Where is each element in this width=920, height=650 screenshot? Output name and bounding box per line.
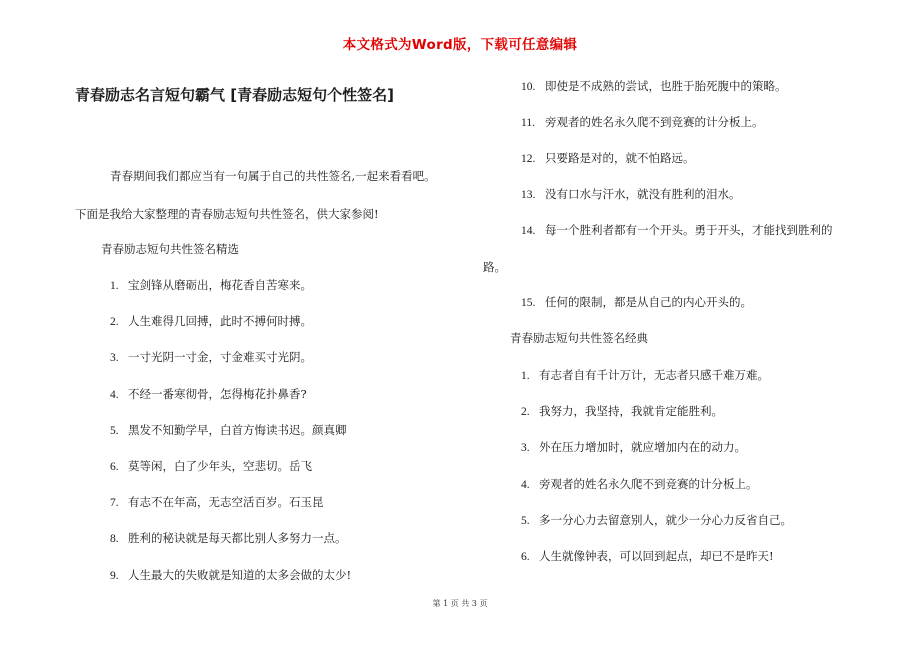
format-banner: 本文格式为Word版，下载可任意编辑 [342,37,578,53]
list-item [521,439,746,455]
list-item [110,567,351,583]
section1-heading: 青春励志短句共性签名精选 [101,242,239,256]
list-item [110,494,324,510]
list-item [521,294,752,310]
item-continuation: 路。 [483,260,506,274]
item-text: 外在压力增加时，就应增加内在的动力。 [539,440,746,454]
list-item [521,150,695,166]
list-item [521,114,764,130]
item-text: 即使是不成熟的尝试，也胜于胎死腹中的策略。 [545,79,787,93]
list-item [521,367,769,383]
item-text: 只要路是对的，就不怕路远。 [545,151,695,165]
item-number: 4. [521,479,530,491]
item-text: 旁观者的姓名永久爬不到竞赛的计分板上。 [539,477,758,491]
page-footer: 第 1 页 共 3 页 [432,599,488,608]
item-text: 没有口水与汗水，就没有胜利的泪水。 [545,187,741,201]
item-number: 5. [521,515,530,527]
item-text: 胜利的秘诀就是每天都比别人多努力一点。 [128,531,347,545]
list-item [110,530,347,546]
item-number: 3. [521,442,530,454]
list-item [110,386,307,402]
item-number: 3. [110,352,119,364]
item-text: 有志不在年高，无志空活百岁。石玉昆 [128,495,324,509]
item-number: 7. [110,497,119,509]
intro-line-1: 青春期间我们都应当有一句属于自己的共性签名,一起来看看吧。 [110,169,436,183]
item-text: 多一分心力去留意别人，就少一分心力反省自己。 [539,513,792,527]
item-number: 6. [521,551,530,563]
page-title: 青春励志名言短句霸气 [青春励志短句个性签名] [75,86,394,104]
item-text: 旁观者的姓名永久爬不到竞赛的计分板上。 [545,115,764,129]
item-number: 11. [521,117,535,129]
item-text: 莫等闲，白了少年头，空悲切。岳飞 [128,459,312,473]
item-number: 12. [521,153,536,165]
list-item [110,277,312,293]
item-text: 每一个胜利者都有一个开头。勇于开头，才能找到胜利的 [545,223,833,237]
item-text: 任何的限制，都是从自己的内心开头的。 [545,295,752,309]
list-item [521,512,792,528]
item-number: 8. [110,533,119,545]
list-item [521,222,833,238]
item-number: 4. [110,389,119,401]
list-item [521,186,741,202]
item-number: 6. [110,461,119,473]
item-text: 人生就像钟表，可以回到起点，却已不是昨天! [539,549,774,563]
item-number: 13. [521,189,536,201]
list-item [521,548,774,564]
list-item [521,403,723,419]
list-item [110,458,312,474]
item-text: 有志者自有千计万计，无志者只感千难万难。 [539,368,769,382]
item-number: 2. [521,406,530,418]
item-number: 2. [110,316,119,328]
item-text: 人生难得几回搏，此时不搏何时搏。 [128,314,312,328]
item-number: 15. [521,297,536,309]
section2-heading: 青春励志短句共性签名经典 [510,331,648,345]
item-text: 不经一番寒彻骨，怎得梅花扑鼻香? [128,387,307,401]
item-text: 人生最大的失败就是知道的太多会做的太少! [128,568,352,582]
list-item [521,78,787,94]
list-item [110,313,312,329]
item-number: 5. [110,425,119,437]
item-text: 黑发不知勤学早，白首方悔读书迟。颜真卿 [128,423,347,437]
list-item [110,349,312,365]
item-text: 宝剑锋从磨砺出，梅花香自苦寒来。 [128,278,312,292]
list-item [521,476,758,492]
list-item [110,422,347,438]
intro-line-2: 下面是我给大家整理的青春励志短句共性签名，供大家参阅! [75,207,379,221]
item-number: 10. [521,81,536,93]
item-number: 1. [110,280,119,292]
item-text: 一寸光阴一寸金，寸金难买寸光阴。 [128,350,312,364]
item-number: 14. [521,225,536,237]
item-text: 我努力，我坚持，我就肯定能胜利。 [539,404,723,418]
item-number: 9. [110,570,119,582]
item-number: 1. [521,370,530,382]
